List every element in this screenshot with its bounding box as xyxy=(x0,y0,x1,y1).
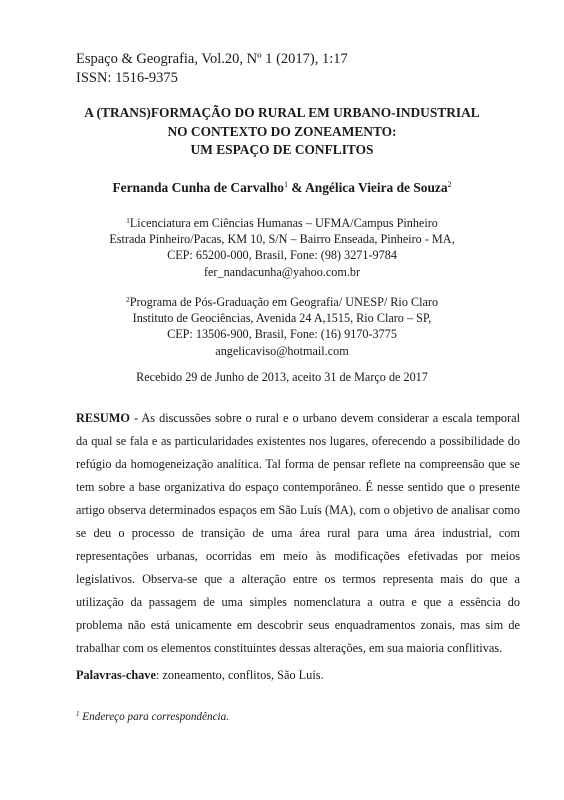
affiliation-2-line-1: Programa de Pós-Graduação em Geografia/ UNESP/ Rio Claro xyxy=(129,295,439,309)
keywords-text: : zoneamento, conflitos, São Luís. xyxy=(155,668,324,682)
affiliation-1-line-2: Estrada Pinheiro/Pacas, KM 10, S/N – Bairro Enseada, Pinheiro - MA, xyxy=(109,232,455,247)
abstract-label: RESUMO - xyxy=(76,411,139,425)
journal-header xyxy=(76,50,348,88)
received-dates: Recebido 29 de Junho de 2013, aceito 31 de Março de 2017 xyxy=(136,370,428,384)
abstract-text: As discussões sobre o rural e o urbano devem considerar a escala temporal da qual se fala e as particularidades existentes nos lugares, oferecendo a possibilidade do refúgio da homogeneização analítica. Tal forma de pensar reflete na compreensão que se tem sobre a base organizativa do espaço contemporâneo. É nesse sentido que o presente artigo observa determinados espaços em São Luís (MA), com o objetivo de analisar como se deu o processo de transição de uma área rural para uma área industrial, com representações urbanas, ocorridas em meio às modificações efetivadas por meios legislativos. Observa-se que a alteração entre os termos representa mais do que a utilização da passagem de uma simples nomenclatura a outra e que a essência do problema não está unicamente em descobrir seus enquadramentos zonais, mas sim de trabalhar com os elementos constituintes dessas alterações, em sua maioria conflitivas. xyxy=(76,411,520,655)
affiliation-1-line-1: Licenciatura em Ciências Humanas – UFMA/Campus Pinheiro xyxy=(129,216,438,230)
author-mark-1: 1 xyxy=(283,180,288,189)
affiliation-1-line-3: CEP: 65200-000, Brasil, Fone: (98) 3271-9784 xyxy=(167,248,397,263)
affiliation-2 xyxy=(40,292,524,359)
journal-issn: ISSN: 1516-9375 xyxy=(76,70,178,86)
affiliation-2-mark: 2 xyxy=(125,295,130,304)
author-list xyxy=(40,180,524,196)
footnote-mark: 1 xyxy=(76,710,80,718)
author-mark-2: 2 xyxy=(447,180,452,189)
keywords xyxy=(76,668,324,683)
author-name-2: Angélica Vieira de Souza xyxy=(305,180,448,195)
affiliation-2-line-3: CEP: 13506-900, Brasil, Fone: (16) 9170-3775 xyxy=(167,327,397,342)
title-line-2: NO CONTEXTO DO ZONEAMENTO: xyxy=(167,123,397,139)
affiliation-1-email: fer_nandacunha@yahoo.com.br xyxy=(203,264,361,279)
affiliation-2-line-2: Instituto de Geociências, Avenida 24 A,1515, Rio Claro – SP, xyxy=(132,311,432,326)
abstract xyxy=(76,407,520,660)
title-line-1: A (TRANS)FORMAÇÃO DO RURAL EM URBANO-INDUSTRIAL xyxy=(84,105,480,120)
title-line-3: UM ESPAÇO DE CONFLITOS xyxy=(190,142,374,157)
journal-citation: Espaço & Geografia, Vol.20, Nº 1 (2017), 1:17 xyxy=(76,51,348,67)
affiliation-2-email: angelicaviso@hotmail.com xyxy=(215,343,349,358)
affiliation-1-mark: 1 xyxy=(126,216,130,225)
keywords-label: Palavras-chave xyxy=(76,668,156,682)
footnote-text: Endereço para correspondência. xyxy=(79,711,230,723)
affiliation-1 xyxy=(40,213,524,280)
author-separator: & xyxy=(287,180,306,195)
footnote xyxy=(76,710,229,723)
author-name-1: Fernanda Cunha de Carvalho xyxy=(112,180,284,195)
paper-title xyxy=(40,104,524,160)
